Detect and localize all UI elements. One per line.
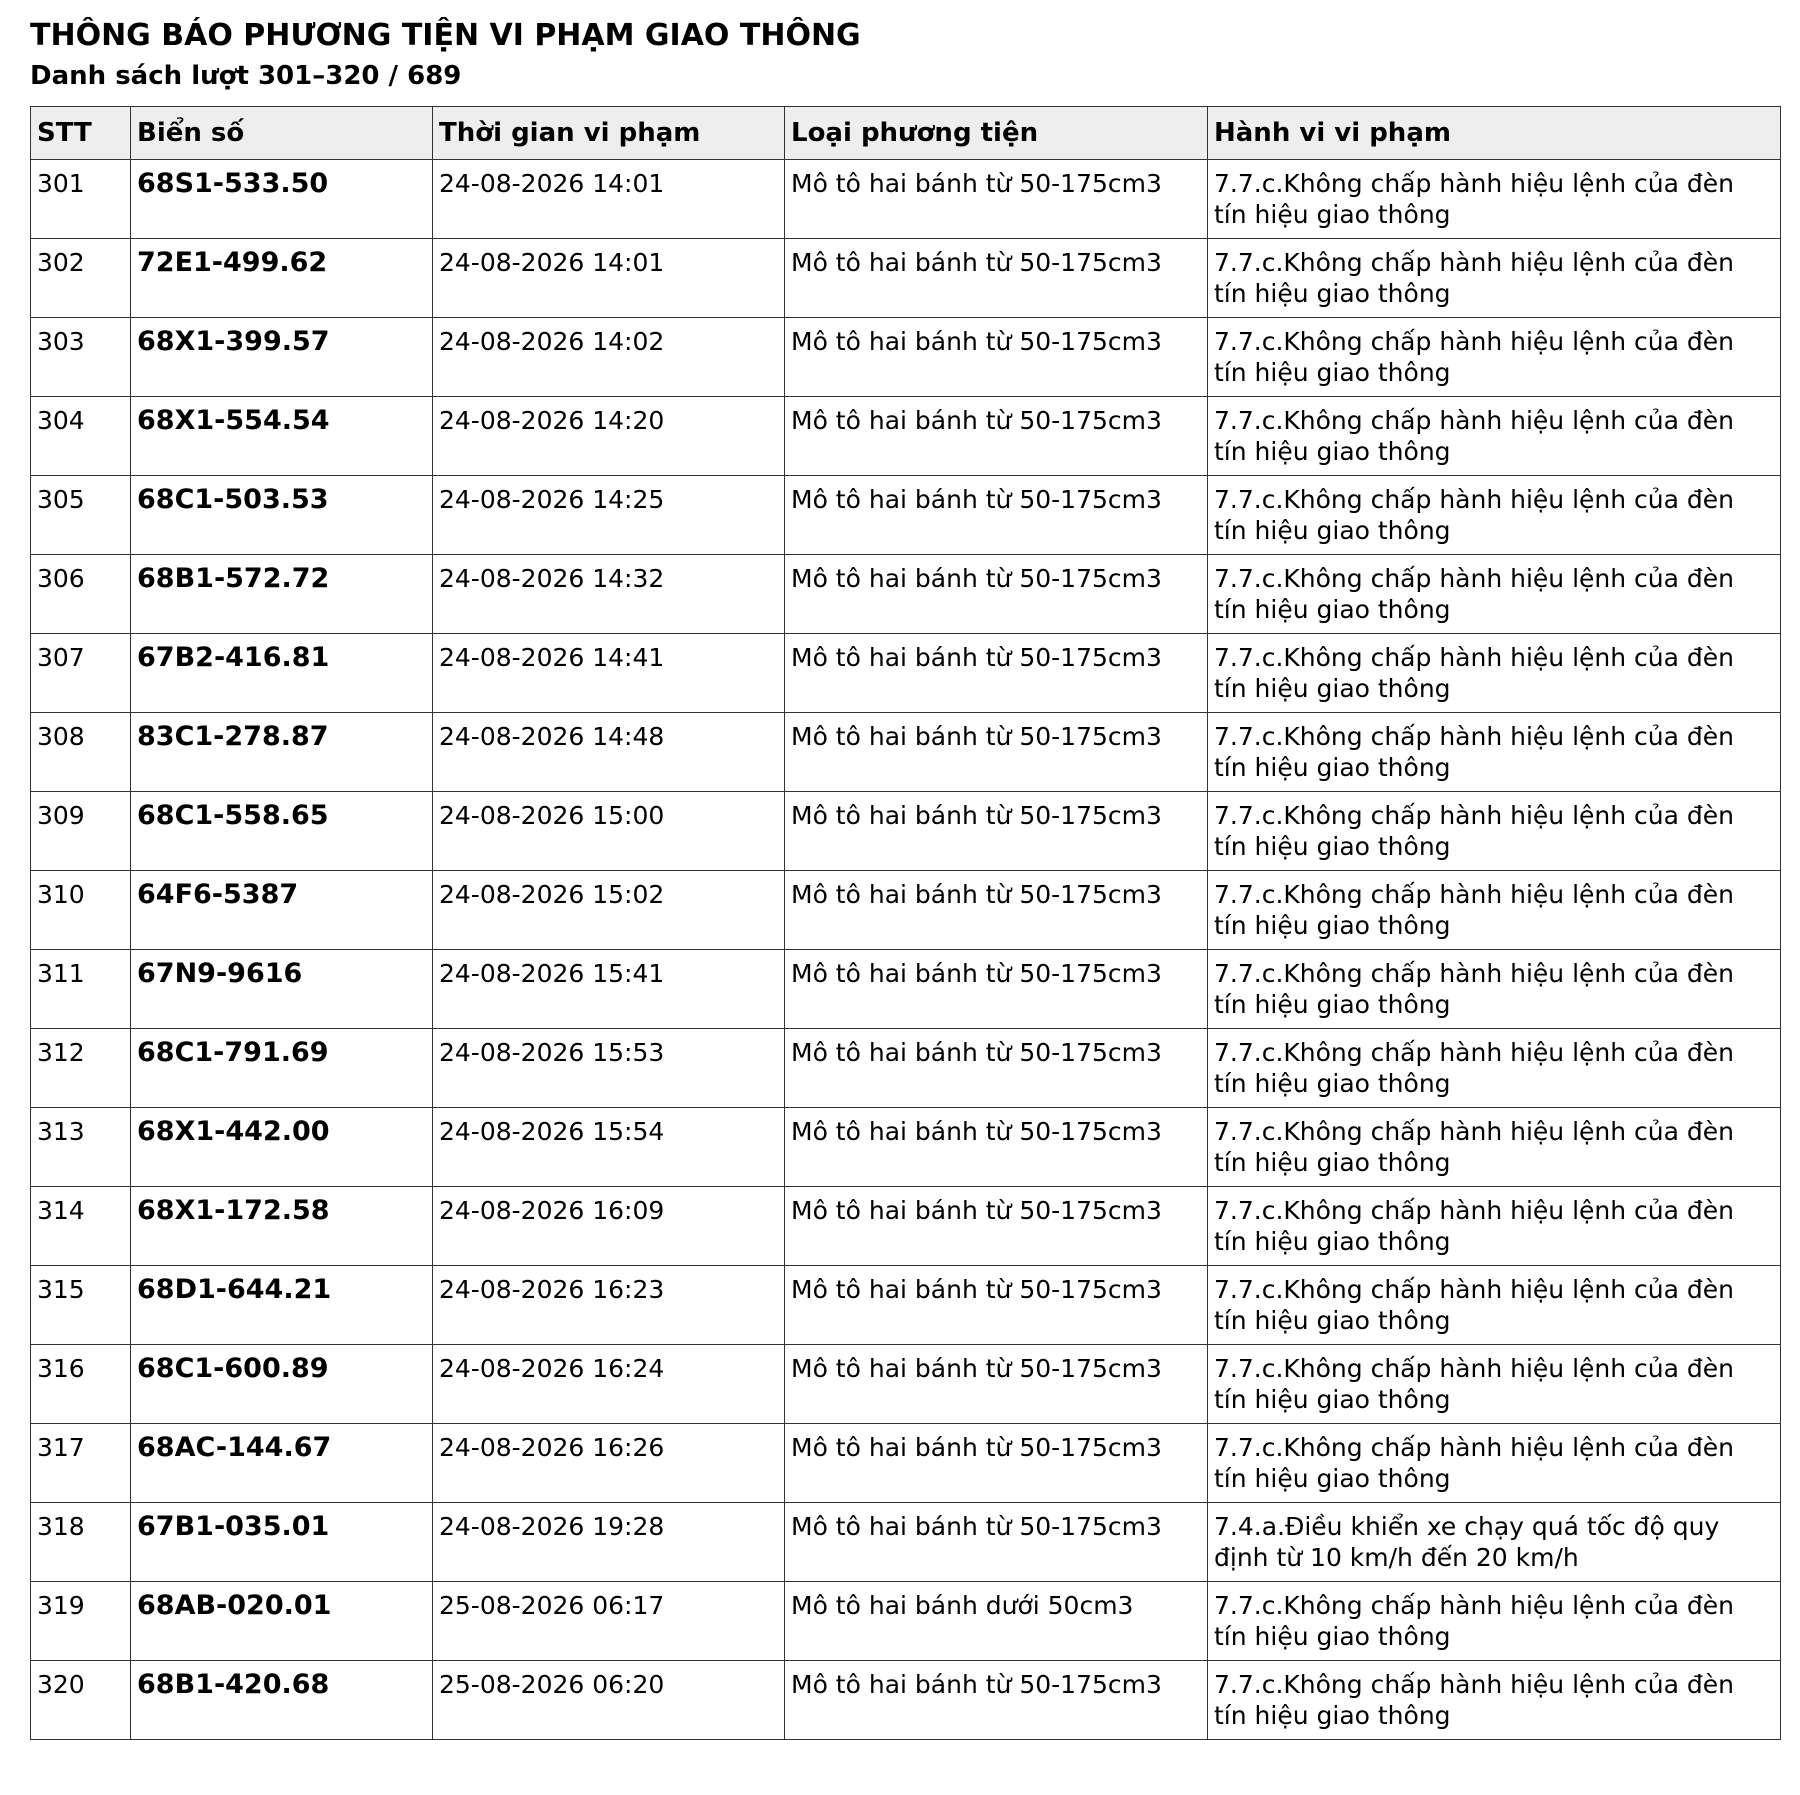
- cell-violation: 7.7.c.Không chấp hành hiệu lệnh của đèn tín hiệu giao thông: [1208, 1029, 1781, 1108]
- cell-plate: 68AB-020.01: [131, 1582, 433, 1661]
- cell-vehicle-type: Mô tô hai bánh từ 50-175cm3: [785, 1345, 1208, 1424]
- cell-vehicle-type: Mô tô hai bánh từ 50-175cm3: [785, 1503, 1208, 1582]
- cell-stt: 302: [31, 239, 131, 318]
- cell-time: 24-08-2026 15:54: [433, 1108, 785, 1187]
- cell-plate: 68D1-644.21: [131, 1266, 433, 1345]
- table-row: [31, 713, 1781, 792]
- cell-time: 24-08-2026 15:53: [433, 1029, 785, 1108]
- cell-vehicle-type: Mô tô hai bánh từ 50-175cm3: [785, 1187, 1208, 1266]
- cell-vehicle-type: Mô tô hai bánh từ 50-175cm3: [785, 1424, 1208, 1503]
- cell-time: 25-08-2026 06:20: [433, 1661, 785, 1740]
- cell-violation: 7.7.c.Không chấp hành hiệu lệnh của đèn tín hiệu giao thông: [1208, 871, 1781, 950]
- cell-time: 24-08-2026 15:00: [433, 792, 785, 871]
- cell-plate: 64F6-5387: [131, 871, 433, 950]
- table-row: [31, 160, 1781, 239]
- cell-time: 24-08-2026 16:23: [433, 1266, 785, 1345]
- cell-stt: 312: [31, 1029, 131, 1108]
- cell-stt: 313: [31, 1108, 131, 1187]
- cell-plate: 68S1-533.50: [131, 160, 433, 239]
- cell-vehicle-type: Mô tô hai bánh từ 50-175cm3: [785, 160, 1208, 239]
- cell-stt: 318: [31, 1503, 131, 1582]
- cell-stt: 307: [31, 634, 131, 713]
- cell-violation: 7.7.c.Không chấp hành hiệu lệnh của đèn tín hiệu giao thông: [1208, 1108, 1781, 1187]
- cell-vehicle-type: Mô tô hai bánh từ 50-175cm3: [785, 713, 1208, 792]
- cell-vehicle-type: Mô tô hai bánh từ 50-175cm3: [785, 318, 1208, 397]
- cell-time: 24-08-2026 14:41: [433, 634, 785, 713]
- column-header-stt: STT: [31, 107, 131, 160]
- cell-vehicle-type: Mô tô hai bánh từ 50-175cm3: [785, 1108, 1208, 1187]
- cell-vehicle-type: Mô tô hai bánh từ 50-175cm3: [785, 871, 1208, 950]
- cell-vehicle-type: Mô tô hai bánh từ 50-175cm3: [785, 1029, 1208, 1108]
- table-row: [31, 476, 1781, 555]
- cell-vehicle-type: Mô tô hai bánh dưới 50cm3: [785, 1582, 1208, 1661]
- cell-violation: 7.7.c.Không chấp hành hiệu lệnh của đèn tín hiệu giao thông: [1208, 555, 1781, 634]
- cell-violation: 7.7.c.Không chấp hành hiệu lệnh của đèn tín hiệu giao thông: [1208, 160, 1781, 239]
- cell-time: 24-08-2026 14:25: [433, 476, 785, 555]
- cell-plate: 68X1-554.54: [131, 397, 433, 476]
- table-row: [31, 950, 1781, 1029]
- cell-stt: 309: [31, 792, 131, 871]
- column-header-vehicle-type: Loại phương tiện: [785, 107, 1208, 160]
- cell-plate: 68C1-791.69: [131, 1029, 433, 1108]
- cell-plate: 68C1-600.89: [131, 1345, 433, 1424]
- cell-violation: 7.7.c.Không chấp hành hiệu lệnh của đèn tín hiệu giao thông: [1208, 1424, 1781, 1503]
- cell-violation: 7.7.c.Không chấp hành hiệu lệnh của đèn tín hiệu giao thông: [1208, 1582, 1781, 1661]
- cell-violation: 7.7.c.Không chấp hành hiệu lệnh của đèn tín hiệu giao thông: [1208, 1345, 1781, 1424]
- cell-plate: 68C1-503.53: [131, 476, 433, 555]
- cell-plate: 67B1-035.01: [131, 1503, 433, 1582]
- cell-time: 24-08-2026 14:02: [433, 318, 785, 397]
- cell-plate: 67N9-9616: [131, 950, 433, 1029]
- cell-plate: 68B1-572.72: [131, 555, 433, 634]
- table-body: [31, 160, 1781, 1740]
- cell-violation: 7.7.c.Không chấp hành hiệu lệnh của đèn tín hiệu giao thông: [1208, 950, 1781, 1029]
- table-row: [31, 318, 1781, 397]
- table-row: [31, 555, 1781, 634]
- table-row: [31, 1345, 1781, 1424]
- cell-plate: 68X1-172.58: [131, 1187, 433, 1266]
- cell-time: 25-08-2026 06:17: [433, 1582, 785, 1661]
- table-row: [31, 1661, 1781, 1740]
- cell-vehicle-type: Mô tô hai bánh từ 50-175cm3: [785, 397, 1208, 476]
- table-row: [31, 239, 1781, 318]
- cell-plate: 68X1-399.57: [131, 318, 433, 397]
- cell-vehicle-type: Mô tô hai bánh từ 50-175cm3: [785, 476, 1208, 555]
- table-row: [31, 397, 1781, 476]
- cell-time: 24-08-2026 14:48: [433, 713, 785, 792]
- table-row: [31, 1108, 1781, 1187]
- violations-table: [30, 106, 1781, 1740]
- table-row: [31, 1187, 1781, 1266]
- cell-time: 24-08-2026 15:41: [433, 950, 785, 1029]
- cell-violation: 7.7.c.Không chấp hành hiệu lệnh của đèn tín hiệu giao thông: [1208, 318, 1781, 397]
- cell-stt: 311: [31, 950, 131, 1029]
- cell-vehicle-type: Mô tô hai bánh từ 50-175cm3: [785, 792, 1208, 871]
- table-row: [31, 1424, 1781, 1503]
- cell-stt: 306: [31, 555, 131, 634]
- cell-violation: 7.7.c.Không chấp hành hiệu lệnh của đèn tín hiệu giao thông: [1208, 1661, 1781, 1740]
- cell-stt: 305: [31, 476, 131, 555]
- cell-stt: 315: [31, 1266, 131, 1345]
- cell-stt: 304: [31, 397, 131, 476]
- cell-vehicle-type: Mô tô hai bánh từ 50-175cm3: [785, 634, 1208, 713]
- cell-plate: 68C1-558.65: [131, 792, 433, 871]
- cell-plate: 68X1-442.00: [131, 1108, 433, 1187]
- cell-plate: 72E1-499.62: [131, 239, 433, 318]
- table-row: [31, 792, 1781, 871]
- table-row: [31, 634, 1781, 713]
- cell-vehicle-type: Mô tô hai bánh từ 50-175cm3: [785, 555, 1208, 634]
- cell-time: 24-08-2026 14:32: [433, 555, 785, 634]
- cell-stt: 319: [31, 1582, 131, 1661]
- cell-vehicle-type: Mô tô hai bánh từ 50-175cm3: [785, 1661, 1208, 1740]
- cell-violation: 7.7.c.Không chấp hành hiệu lệnh của đèn tín hiệu giao thông: [1208, 634, 1781, 713]
- cell-plate: 67B2-416.81: [131, 634, 433, 713]
- cell-violation: 7.7.c.Không chấp hành hiệu lệnh của đèn tín hiệu giao thông: [1208, 1187, 1781, 1266]
- column-header-violation: Hành vi vi phạm: [1208, 107, 1781, 160]
- page-subtitle: Danh sách lượt 301–320 / 689: [30, 61, 462, 91]
- cell-stt: 320: [31, 1661, 131, 1740]
- cell-time: 24-08-2026 19:28: [433, 1503, 785, 1582]
- cell-stt: 301: [31, 160, 131, 239]
- cell-time: 24-08-2026 14:01: [433, 239, 785, 318]
- cell-plate: 68B1-420.68: [131, 1661, 433, 1740]
- cell-stt: 303: [31, 318, 131, 397]
- cell-plate: 68AC-144.67: [131, 1424, 433, 1503]
- page-title: THÔNG BÁO PHƯƠNG TIỆN VI PHẠM GIAO THÔNG: [30, 18, 861, 53]
- column-header-plate: Biển số: [131, 107, 433, 160]
- cell-violation: 7.7.c.Không chấp hành hiệu lệnh của đèn tín hiệu giao thông: [1208, 713, 1781, 792]
- cell-vehicle-type: Mô tô hai bánh từ 50-175cm3: [785, 239, 1208, 318]
- cell-violation: 7.7.c.Không chấp hành hiệu lệnh của đèn tín hiệu giao thông: [1208, 1266, 1781, 1345]
- table-row: [31, 1503, 1781, 1582]
- cell-vehicle-type: Mô tô hai bánh từ 50-175cm3: [785, 950, 1208, 1029]
- cell-time: 24-08-2026 15:02: [433, 871, 785, 950]
- cell-stt: 314: [31, 1187, 131, 1266]
- cell-violation: 7.7.c.Không chấp hành hiệu lệnh của đèn tín hiệu giao thông: [1208, 476, 1781, 555]
- cell-violation: 7.4.a.Điều khiển xe chạy quá tốc độ quy định từ 10 km/h đến 20 km/h: [1208, 1503, 1781, 1582]
- table-header-row: [31, 107, 1781, 160]
- cell-time: 24-08-2026 14:01: [433, 160, 785, 239]
- cell-time: 24-08-2026 16:09: [433, 1187, 785, 1266]
- cell-vehicle-type: Mô tô hai bánh từ 50-175cm3: [785, 1266, 1208, 1345]
- table-row: [31, 871, 1781, 950]
- table-row: [31, 1029, 1781, 1108]
- table-row: [31, 1266, 1781, 1345]
- cell-stt: 316: [31, 1345, 131, 1424]
- cell-stt: 308: [31, 713, 131, 792]
- cell-time: 24-08-2026 16:24: [433, 1345, 785, 1424]
- cell-stt: 317: [31, 1424, 131, 1503]
- cell-violation: 7.7.c.Không chấp hành hiệu lệnh của đèn tín hiệu giao thông: [1208, 792, 1781, 871]
- cell-violation: 7.7.c.Không chấp hành hiệu lệnh của đèn tín hiệu giao thông: [1208, 239, 1781, 318]
- cell-time: 24-08-2026 16:26: [433, 1424, 785, 1503]
- column-header-time: Thời gian vi phạm: [433, 107, 785, 160]
- table-row: [31, 1582, 1781, 1661]
- cell-stt: 310: [31, 871, 131, 950]
- cell-plate: 83C1-278.87: [131, 713, 433, 792]
- cell-time: 24-08-2026 14:20: [433, 397, 785, 476]
- cell-violation: 7.7.c.Không chấp hành hiệu lệnh của đèn tín hiệu giao thông: [1208, 397, 1781, 476]
